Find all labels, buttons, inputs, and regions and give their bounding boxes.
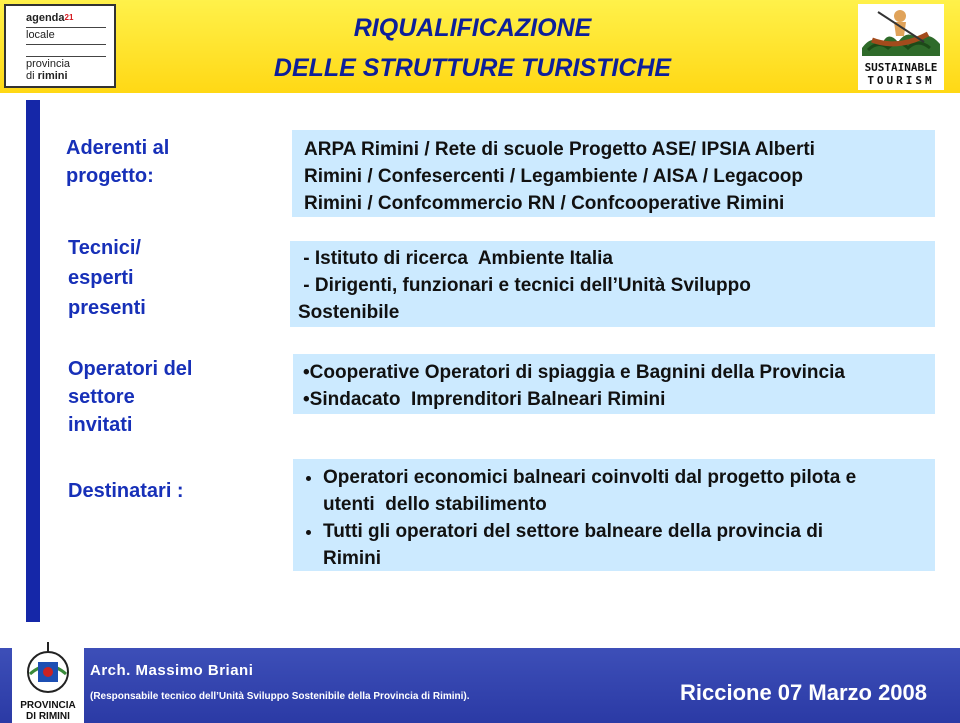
box-line: •Sindacato Imprenditori Balneari Rimini xyxy=(303,389,666,410)
author-role: (Responsabile tecnico dell’Unità Sviluppo Sostenibile della Provincia di Rimini). xyxy=(90,691,470,702)
box-line: ARPA Rimini / Rete di scuole Progetto ASE/ IPSIA Alberti xyxy=(304,139,815,160)
author-name: Arch. Massimo Briani xyxy=(90,662,254,679)
box-destinatari xyxy=(293,459,935,571)
logo-agenda-text: agenda xyxy=(26,12,65,24)
bullet-list xyxy=(293,464,935,572)
label-operatori: Operatori del settore invitati xyxy=(68,358,193,436)
box-line: - Istituto di ricerca Ambiente Italia xyxy=(298,248,613,269)
logo-dirimini-label: DI RIMINI xyxy=(26,711,70,722)
agenda21-logo xyxy=(4,4,116,88)
logo-divider xyxy=(26,27,106,28)
kayaker-icon xyxy=(858,4,944,62)
label-tecnici: Tecnici/ esperti presenti xyxy=(68,237,146,319)
logo-provincia-label: PROVINCIA xyxy=(20,700,76,711)
event-date: Riccione 07 Marzo 2008 xyxy=(680,680,928,705)
logo-divider xyxy=(26,56,106,57)
box-aderenti xyxy=(292,130,935,217)
logo-rimini-text: rimini xyxy=(37,70,68,82)
header-banner xyxy=(0,0,960,93)
box-line: Sostenibile xyxy=(298,302,400,323)
list-item: • Operatori economici balneari coinvolti dal progetto pilota e utenti dello stabilimento xyxy=(323,464,935,518)
logo-agenda-number: 21 xyxy=(64,13,74,22)
logo-sustainable-text: SUSTAINABLE xyxy=(864,61,938,74)
box-operatori xyxy=(293,354,935,414)
logo-di-text: di xyxy=(26,70,35,82)
box-line: Rimini / Confcommercio RN / Confcooperative Rimini xyxy=(304,193,785,214)
box-line: •Cooperative Operatori di spiaggia e Bagnini della Provincia xyxy=(303,362,845,383)
left-accent-bar xyxy=(26,100,40,622)
provincia-crest-icon xyxy=(12,640,84,698)
logo-provincia-text: provincia xyxy=(26,58,71,70)
list-item: • Tutti gli operatori del settore balneare della provincia di Rimini xyxy=(323,518,935,572)
sustainable-tourism-logo xyxy=(858,4,944,90)
logo-divider xyxy=(26,44,106,45)
label-destinatari: Destinatari : xyxy=(68,480,184,502)
footer-banner xyxy=(0,648,960,723)
logo-tourism-text: TOURISM xyxy=(867,74,935,87)
logo-locale-text: locale xyxy=(26,29,55,41)
label-aderenti: Aderenti al progetto: xyxy=(66,137,170,187)
box-line: - Dirigenti, funzionari e tecnici dell’Unità Sviluppo xyxy=(298,275,751,296)
box-tecnici xyxy=(290,241,935,327)
box-line: Rimini / Confesercenti / Legambiente / AISA / Legacoop xyxy=(304,166,804,187)
provincia-rimini-logo xyxy=(12,640,84,723)
page-title-line1: RIQUALIFICAZIONE xyxy=(353,14,592,42)
page-title-line2: DELLE STRUTTURE TURISTICHE xyxy=(273,54,672,82)
